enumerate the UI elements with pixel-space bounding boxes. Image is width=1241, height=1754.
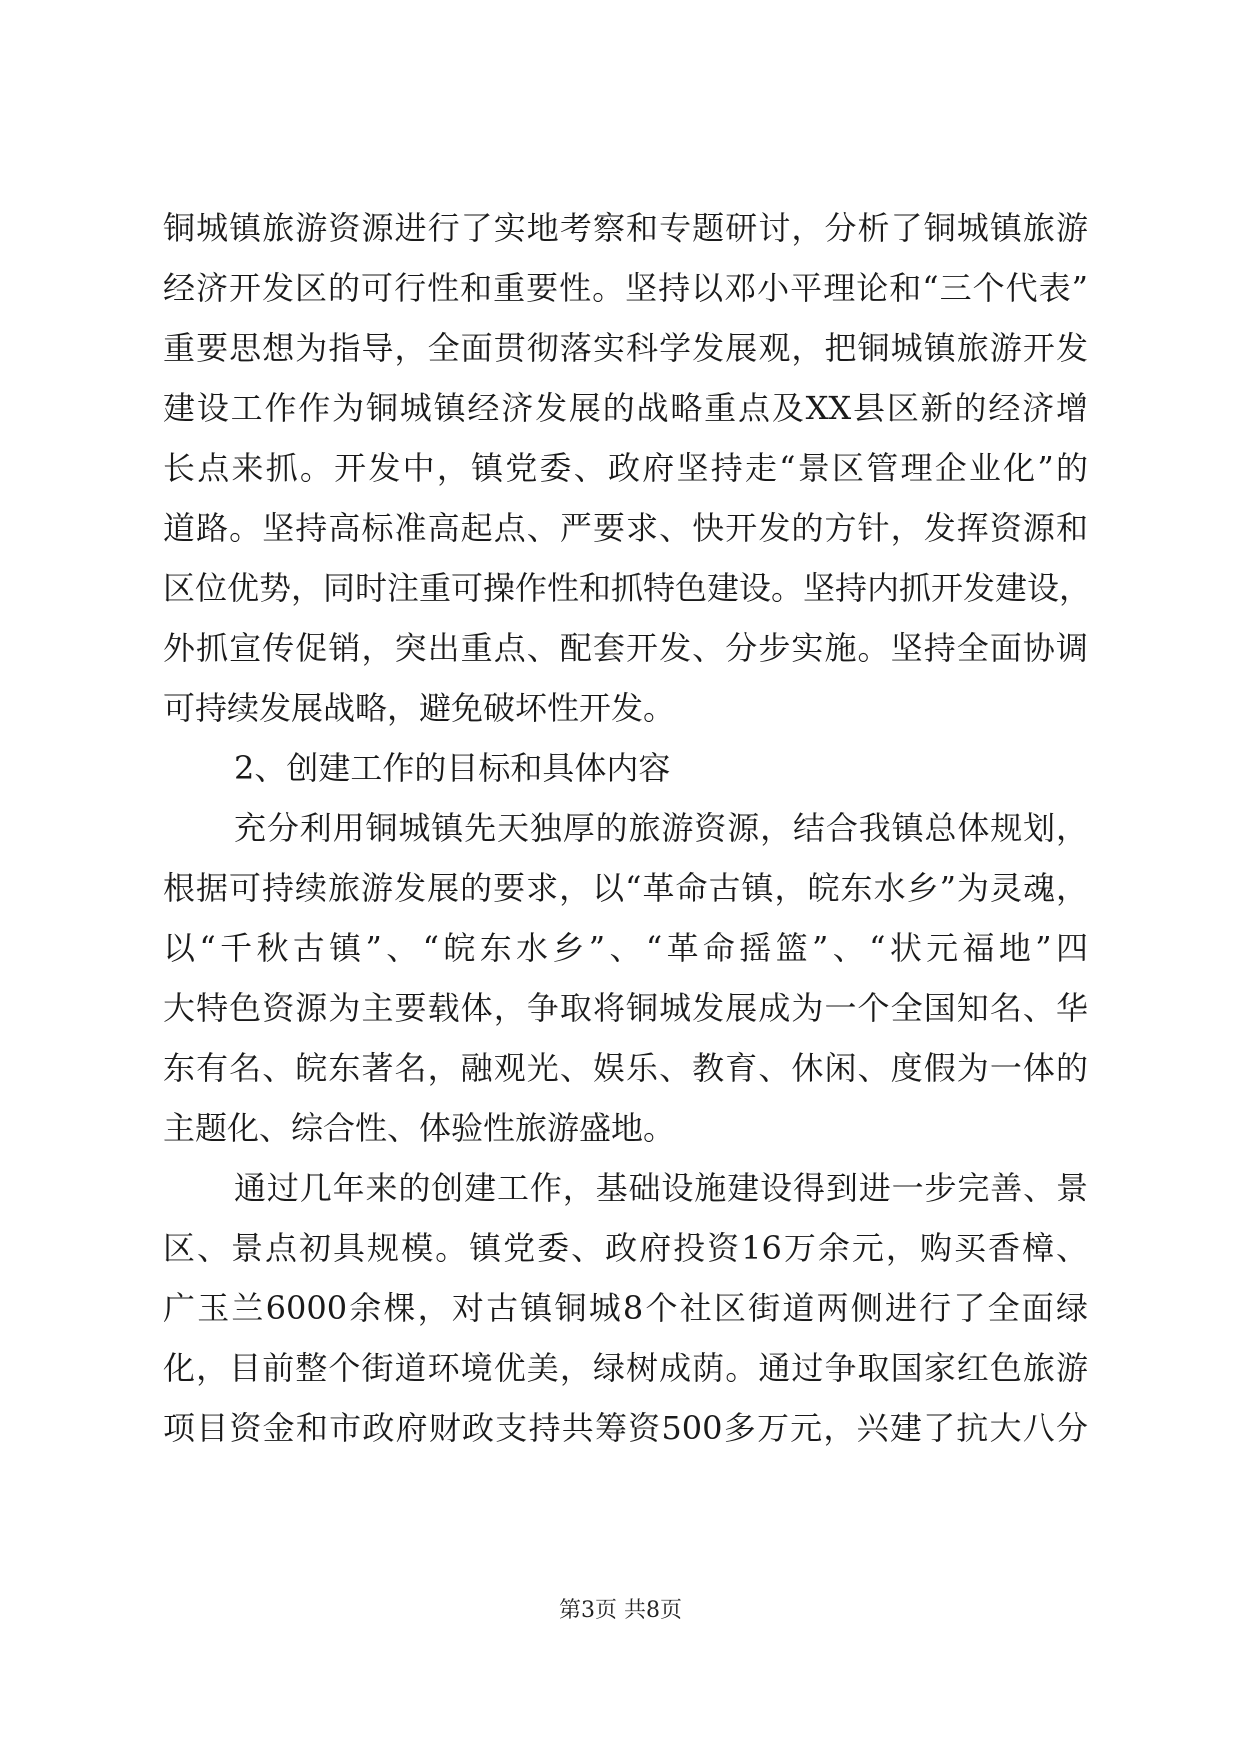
body-text-line: 外抓宣传促销，突出重点、配套开发、分步实施。坚持全面协调 xyxy=(163,629,1088,667)
body-text-line: 主题化、综合性、体验性旅游盛地。 xyxy=(163,1109,676,1147)
page-number-footer: 第3页 共8页 xyxy=(559,1598,682,1623)
body-text-line: 铜城镇旅游资源进行了实地考察和专题研讨，分析了铜城镇旅游 xyxy=(163,209,1088,247)
body-text-line: 化，目前整个街道环境优美，绿树成荫。通过争取国家红色旅游 xyxy=(163,1349,1088,1387)
body-text-line: 经济开发区的可行性和重要性。坚持以邓小平理论和“三个代表” xyxy=(163,269,1088,307)
body-text-line: 广玉兰6000余棵，对古镇铜城8个社区街道两侧进行了全面绿 xyxy=(163,1289,1088,1327)
body-text-line: 长点来抓。开发中，镇党委、政府坚持走“景区管理企业化”的 xyxy=(163,449,1088,487)
body-text-line: 区位优势，同时注重可操作性和抓特色建设。坚持内抓开发建设， xyxy=(163,569,1092,607)
body-text-line: 以“千秋古镇”、“皖东水乡”、“革命摇篮”、“状元福地”四 xyxy=(163,929,1088,967)
body-text-line: 可持续发展战略，避免破坏性开发。 xyxy=(163,689,676,727)
body-text-line: 东有名、皖东著名，融观光、娱乐、教育、休闲、度假为一体的 xyxy=(163,1049,1088,1087)
body-text-line: 充分利用铜城镇先天独厚的旅游资源，结合我镇总体规划， xyxy=(234,809,1088,847)
body-text-line: 通过几年来的创建工作，基础设施建设得到进一步完善、景 xyxy=(234,1169,1088,1207)
body-text-line: 建设工作作为铜城镇经济发展的战略重点及XX县区新的经济增 xyxy=(163,389,1088,427)
body-text-line: 大特色资源为主要载体，争取将铜城发展成为一个全国知名、华 xyxy=(163,989,1088,1027)
body-text-line: 根据可持续旅游发展的要求，以“革命古镇，皖东水乡”为灵魂， xyxy=(163,869,1088,907)
body-text-line: 区、景点初具规模。镇党委、政府投资16万余元，购买香樟、 xyxy=(163,1229,1088,1267)
section-heading: 2、创建工作的目标和具体内容 xyxy=(234,749,671,787)
body-text-line: 道路。坚持高标准高起点、严要求、快开发的方针，发挥资源和 xyxy=(163,509,1088,547)
body-text-line: 重要思想为指导，全面贯彻落实科学发展观，把铜城镇旅游开发 xyxy=(163,329,1088,367)
body-text-line: 项目资金和市政府财政支持共筹资500多万元，兴建了抗大八分 xyxy=(163,1409,1088,1447)
